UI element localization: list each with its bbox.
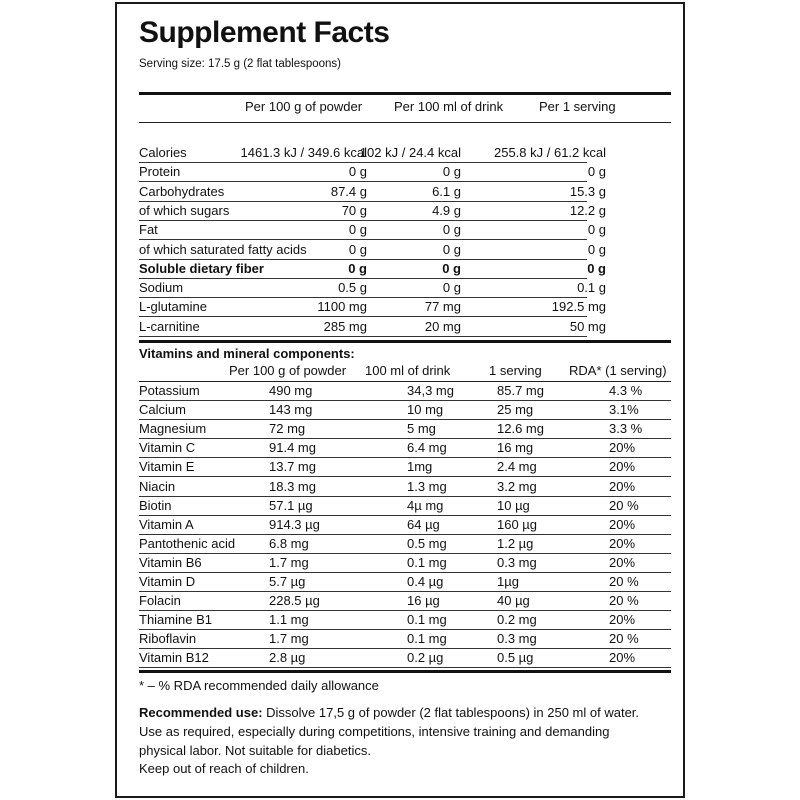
vitamin-value: 20% (609, 612, 636, 628)
vitamin-value: 3.2 mg (497, 478, 537, 494)
nutrient-name: Calories (139, 145, 187, 160)
vitamin-name: Vitamin C (139, 440, 196, 456)
vitamin-name: Vitamin A (139, 516, 194, 532)
nutrient-value: 192.5 mg (551, 299, 606, 315)
nutrient-value: 255.8 kJ / 61.2 kcal (493, 145, 606, 160)
nutrition-row (139, 202, 671, 221)
nutrient-name: Carbohydrates (139, 183, 225, 199)
vitamin-value: 1mg (407, 459, 433, 475)
vitamin-value: 20 % (609, 631, 639, 647)
vitamins-col-header: 1 serving (489, 363, 542, 378)
vitamin-value: 10 mg (407, 402, 444, 418)
vitamin-value: 1.2 µg (497, 535, 534, 551)
vitamin-value: 10 µg (497, 497, 530, 513)
vitamin-value: 13.7 mg (269, 459, 316, 475)
vitamin-value: 85.7 mg (497, 383, 544, 398)
vitamin-name: Magnesium (139, 421, 207, 437)
vitamin-name: Calcium (139, 402, 186, 418)
nutrient-value: 87.4 g (330, 183, 367, 199)
nutrition-row (139, 318, 671, 337)
rda-footnote: * – % RDA recommended daily allowance (139, 678, 379, 693)
vitamin-value: 0.5 µg (497, 650, 534, 666)
row-divider (139, 667, 671, 668)
vitamin-value: 1.1 mg (269, 612, 309, 628)
vitamins-col-header: Per 100 g of powder (229, 363, 347, 378)
vitamin-name: Vitamin B12 (139, 650, 209, 666)
vitamin-value: 1µg (497, 574, 519, 589)
vitamin-value: 1.3 mg (407, 478, 447, 494)
vitamin-value: 0.2 µg (407, 650, 444, 666)
nutrient-value: 0.1 g (577, 280, 606, 296)
vitamin-value: 25 mg (497, 402, 534, 418)
nutrient-value: 0 g (587, 164, 606, 180)
nutrient-value: 0 g (442, 280, 461, 296)
vitamin-name: Thiamine B1 (139, 612, 212, 628)
vitamin-row (139, 458, 671, 477)
vitamin-name: Vitamin B6 (139, 554, 202, 570)
nutrient-value: 0 g (442, 241, 461, 257)
vitamins-col-header: RDA* (1 serving) (569, 363, 667, 378)
vitamins-header-row (139, 362, 671, 381)
vitamin-value: 5 mg (407, 421, 436, 437)
vitamin-value: 0.1 mg (407, 612, 447, 628)
vitamin-value: 20% (609, 478, 636, 494)
vitamin-row (139, 592, 671, 611)
nutrition-row (139, 183, 671, 202)
serving-size: Serving size: 17.5 g (2 flat tablespoons) (139, 58, 342, 70)
nutrition-col-header: Per 100 g of powder (245, 99, 363, 114)
vitamin-value: 20 % (609, 497, 639, 513)
vitamin-value: 3.3 % (609, 421, 643, 437)
recommended-use-text: Dissolve 17,5 g of powder (2 flat tablespoons) in 250 ml of water. Use as required, especially during competitions, intensive training and demanding physical labor. Not suitable for diabetics. (139, 705, 640, 758)
vitamin-value: 0.1 mg (407, 554, 447, 570)
vitamin-row (139, 439, 671, 458)
nutrient-value: 1461.3 kJ / 349.6 kcal (240, 145, 367, 160)
vitamin-value: 20 % (609, 574, 639, 589)
nutrient-value: 102 kJ / 24.4 kcal (359, 145, 461, 160)
vitamin-value: 2.4 mg (497, 459, 537, 475)
vitamin-value: 0.3 mg (497, 554, 537, 570)
nutrient-value: 15.3 g (569, 183, 606, 199)
vitamin-value: 20% (609, 440, 636, 456)
vitamins-title-text: Vitamins and mineral components: (139, 346, 355, 361)
vitamin-row (139, 573, 671, 592)
nutrient-name: Fat (139, 222, 158, 238)
nutrient-value: 0 g (348, 164, 367, 180)
vitamin-value: 72 mg (269, 421, 306, 437)
vitamin-name: Vitamin D (139, 574, 196, 589)
vitamin-name: Vitamin E (139, 459, 195, 475)
vitamin-value: 160 µg (497, 516, 538, 532)
vitamin-value: 5.7 µg (269, 574, 306, 589)
nutrient-value: 0.5 g (338, 280, 367, 296)
recommended-use (139, 703, 659, 760)
vitamin-value: 34,3 mg (407, 383, 454, 398)
nutrition-header-divider (139, 122, 671, 123)
nutrition-col-header: Per 1 serving (539, 99, 616, 114)
footer-divider (139, 670, 671, 673)
nutrient-name: of which sugars (139, 202, 230, 218)
nutrient-value: 77 mg (424, 299, 461, 315)
vitamin-value: 0.5 mg (407, 535, 447, 551)
nutrient-value: 70 g (341, 202, 367, 218)
nutrient-value: 6.1 g (432, 183, 461, 199)
vitamin-value: 0.3 mg (497, 631, 537, 647)
nutrient-name: Protein (139, 164, 181, 180)
nutrient-value: 0 g (348, 260, 367, 276)
nutrient-value: 0 g (348, 241, 367, 257)
vitamin-row (139, 401, 671, 420)
vitamin-value: 0.2 mg (497, 612, 537, 628)
vitamin-value: 4µ mg (407, 497, 444, 513)
nutrient-name: L-carnitine (139, 318, 200, 334)
nutrient-value: 0 g (587, 241, 606, 257)
vitamin-value: 0.4 µg (407, 574, 444, 589)
vitamin-value: 6.8 mg (269, 535, 309, 551)
nutrition-row (139, 260, 671, 279)
vitamin-value: 20 % (609, 593, 639, 609)
nutrition-row (139, 298, 671, 317)
vitamin-value: 20% (609, 650, 636, 666)
vitamin-value: 3.1% (609, 402, 639, 418)
vitamin-row (139, 497, 671, 516)
vitamin-value: 16 µg (407, 593, 440, 609)
page-title: Supplement Facts (139, 16, 390, 49)
vitamins-col-header: 100 ml of drink (365, 363, 451, 378)
supplement-facts-panel (115, 2, 685, 798)
vitamin-row (139, 516, 671, 535)
title-divider (139, 92, 671, 95)
vitamin-value: 64 µg (407, 516, 440, 532)
vitamin-row (139, 554, 671, 573)
vitamin-row (139, 535, 671, 554)
nutrient-value: 12.2 g (569, 202, 606, 218)
nutrient-value: 0 g (348, 222, 367, 238)
section-divider (139, 340, 671, 343)
vitamin-value: 57.1 µg (269, 497, 313, 513)
nutrient-name: Sodium (139, 280, 184, 296)
vitamin-row (139, 420, 671, 439)
vitamin-value: 12.6 mg (497, 421, 544, 437)
nutrient-value: 0 g (442, 260, 461, 276)
nutrient-value: 0 g (442, 222, 461, 238)
vitamin-value: 20% (609, 554, 636, 570)
nutrient-value: 285 mg (323, 318, 367, 334)
recommended-use-label: Recommended use: (139, 705, 263, 720)
vitamin-value: 4.3 % (609, 383, 643, 398)
nutrition-header-row (139, 98, 671, 117)
vitamin-name: Folacin (139, 593, 181, 609)
nutrition-row (139, 144, 671, 163)
row-divider (139, 336, 587, 337)
nutrient-value: 0 g (587, 222, 606, 238)
nutrition-row (139, 241, 671, 260)
nutrient-name: of which saturated fatty acids (139, 241, 307, 257)
vitamin-name: Riboflavin (139, 631, 197, 647)
vitamin-value: 6.4 mg (407, 440, 447, 456)
vitamin-value: 490 mg (269, 383, 313, 398)
vitamin-row (139, 478, 671, 497)
nutrient-value: 0 g (587, 260, 606, 276)
vitamin-name: Niacin (139, 478, 176, 494)
nutrient-value: 20 mg (424, 318, 461, 334)
nutrition-row (139, 221, 671, 240)
nutrient-name: L-glutamine (139, 299, 207, 315)
vitamin-value: 16 mg (497, 440, 534, 456)
nutrient-value: 0 g (442, 164, 461, 180)
vitamin-row (139, 630, 671, 649)
nutrient-value: 50 mg (569, 318, 606, 334)
vitamin-value: 20% (609, 535, 636, 551)
nutrition-col-header: Per 100 ml of drink (394, 99, 504, 114)
vitamin-value: 228.5 µg (269, 593, 320, 609)
vitamin-row (139, 649, 671, 668)
warning-text: Keep out of reach of children. (139, 761, 309, 776)
vitamin-row (139, 611, 671, 630)
nutrition-row (139, 279, 671, 298)
vitamin-name: Pantothenic acid (139, 535, 236, 551)
vitamin-value: 18.3 mg (269, 478, 316, 494)
nutrient-name: Soluble dietary fiber (139, 260, 264, 276)
vitamin-value: 1.7 mg (269, 554, 309, 570)
vitamin-name: Biotin (139, 497, 172, 513)
vitamin-value: 2.8 µg (269, 650, 306, 666)
nutrition-row (139, 163, 671, 182)
vitamin-value: 143 mg (269, 402, 313, 418)
vitamin-value: 91.4 mg (269, 440, 316, 456)
vitamin-name: Potassium (139, 383, 200, 398)
vitamin-row (139, 382, 671, 401)
nutrient-value: 1100 mg (317, 299, 367, 315)
nutrient-value: 4.9 g (432, 202, 461, 218)
vitamin-value: 914.3 µg (269, 516, 320, 532)
vitamin-value: 40 µg (497, 593, 530, 609)
vitamin-value: 20% (609, 516, 636, 532)
vitamin-value: 1.7 mg (269, 631, 309, 647)
vitamin-value: 20% (609, 459, 636, 475)
vitamin-value: 0.1 mg (407, 631, 447, 647)
